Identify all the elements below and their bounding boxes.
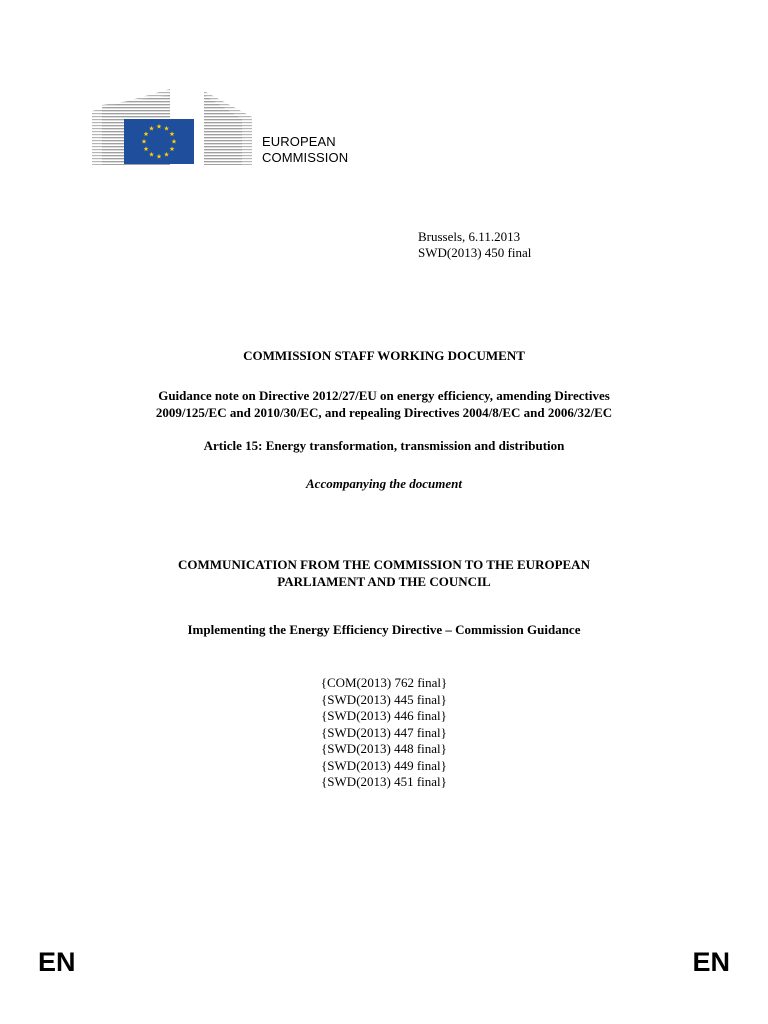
place-date: Brussels, 6.11.2013: [418, 229, 521, 244]
document-reference-block: [418, 229, 531, 261]
guidance-title: [0, 387, 768, 421]
article-title: Article 15: Energy transformation, transmission and distribution: [203, 438, 565, 453]
accompanying-line: [0, 475, 768, 492]
communication-subtitle-text: Implementing the Energy Efficiency Directive – Commission Guidance: [187, 622, 581, 637]
related-document-item: {SWD(2013) 448 final}: [321, 741, 447, 756]
article-heading: [0, 437, 768, 454]
related-document-item: {SWD(2013) 449 final}: [321, 757, 447, 773]
european-commission-logo: [92, 89, 252, 165]
document-type-heading: [0, 347, 768, 364]
related-document-item: {COM(2013) 762 final}: [320, 675, 448, 690]
related-document-item: {SWD(2013) 451 final}: [321, 774, 447, 789]
guidance-title-line-1: Guidance note on Directive 2012/27/EU on energy efficiency, amending Directives: [158, 388, 610, 403]
language-code-right: EN: [692, 947, 730, 977]
related-documents-list: [0, 675, 768, 791]
communication-line-1: COMMUNICATION FROM THE COMMISSION TO THE EUROPEAN: [178, 557, 590, 572]
related-document-item: {SWD(2013) 445 final}: [321, 691, 447, 707]
institution-name: [262, 134, 348, 166]
language-code-left: EN: [38, 947, 76, 977]
institution-line-1: EUROPEAN: [262, 134, 336, 149]
berlaymont-building-icon: [92, 89, 252, 165]
communication-line-2: PARLIAMENT AND THE COUNCIL: [277, 574, 491, 589]
communication-title: [0, 556, 768, 590]
document-type: COMMISSION STAFF WORKING DOCUMENT: [243, 348, 525, 363]
accompanying-text: Accompanying the document: [306, 476, 462, 491]
document-reference: SWD(2013) 450 final: [418, 245, 532, 260]
guidance-title-line-2: 2009/125/EC and 2010/30/EC, and repealing Directives 2004/8/EC and 2006/32/EC: [155, 405, 613, 420]
related-document-item: {SWD(2013) 447 final}: [321, 724, 447, 740]
related-document-item: {SWD(2013) 446 final}: [321, 708, 447, 723]
institution-line-2: COMMISSION: [262, 150, 349, 165]
communication-subtitle: [0, 621, 768, 638]
